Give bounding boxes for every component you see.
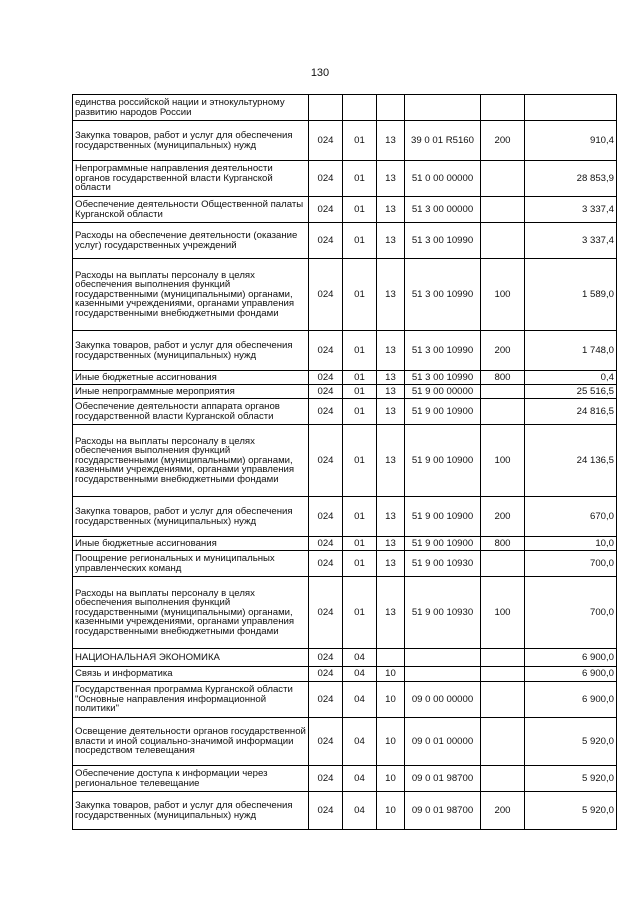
- ved-cell: 024: [309, 649, 343, 667]
- row-name-cell: Поощрение региональных и муниципальных управленческих команд: [73, 551, 309, 577]
- row-name-cell: Закупка товаров, работ и услуг для обеспечения государственных (муниципальных) нужд: [73, 497, 309, 537]
- rz-cell: 01: [343, 385, 377, 399]
- row-name-cell: Закупка товаров, работ и услуг для обеспечения государственных (муниципальных) нужд: [73, 331, 309, 371]
- ved-cell: 024: [309, 718, 343, 766]
- sum-cell: 5 920,0: [525, 766, 617, 792]
- ved-cell: 024: [309, 121, 343, 161]
- csr-cell: 51 3 00 10990: [405, 331, 481, 371]
- table-row: [73, 425, 617, 497]
- csr-cell: 51 3 00 10990: [405, 223, 481, 259]
- vr-cell: [481, 399, 525, 425]
- row-name-cell: Закупка товаров, работ и услуг для обеспечения государственных (муниципальных) нужд: [73, 792, 309, 830]
- row-name-cell: Иные бюджетные ассигнования: [73, 371, 309, 385]
- vr-cell: [481, 197, 525, 223]
- pr-cell: 13: [377, 551, 405, 577]
- row-name-cell: Закупка товаров, работ и услуг для обеспечения государственных (муниципальных) нужд: [73, 121, 309, 161]
- ved-cell: 024: [309, 385, 343, 399]
- rz-cell: 01: [343, 121, 377, 161]
- table-row: [73, 259, 617, 331]
- vr-cell: 800: [481, 371, 525, 385]
- csr-cell: 51 9 00 10930: [405, 577, 481, 649]
- table-row: [73, 551, 617, 577]
- ved-cell: 024: [309, 161, 343, 197]
- row-name-cell: Освещение деятельности органов государственной власти и иной социально-значимой информации посредством телевещания: [73, 718, 309, 766]
- pr-cell: 13: [377, 331, 405, 371]
- pr-cell: 13: [377, 121, 405, 161]
- sum-cell: 25 516,5: [525, 385, 617, 399]
- sum-cell: 6 900,0: [525, 667, 617, 682]
- row-name-cell: Связь и информатика: [73, 667, 309, 682]
- vr-cell: [481, 95, 525, 121]
- sum-cell: 1 589,0: [525, 259, 617, 331]
- ved-cell: 024: [309, 551, 343, 577]
- table-row: [73, 792, 617, 830]
- table-row: [73, 649, 617, 667]
- sum-cell: 6 900,0: [525, 649, 617, 667]
- table-row: [73, 497, 617, 537]
- ved-cell: [309, 95, 343, 121]
- vr-cell: 100: [481, 425, 525, 497]
- sum-cell: 700,0: [525, 551, 617, 577]
- row-name-cell: Расходы на обеспечение деятельности (оказание услуг) государственных учреждений: [73, 223, 309, 259]
- pr-cell: [377, 649, 405, 667]
- vr-cell: [481, 718, 525, 766]
- sum-cell: 670,0: [525, 497, 617, 537]
- vr-cell: [481, 682, 525, 718]
- rz-cell: 04: [343, 792, 377, 830]
- csr-cell: 51 9 00 10900: [405, 537, 481, 551]
- pr-cell: 13: [377, 399, 405, 425]
- table-row: [73, 682, 617, 718]
- pr-cell: 10: [377, 766, 405, 792]
- ved-cell: 024: [309, 259, 343, 331]
- row-name-cell: Обеспечение доступа к информации через региональное телевещание: [73, 766, 309, 792]
- sum-cell: 10,0: [525, 537, 617, 551]
- vr-cell: 100: [481, 259, 525, 331]
- vr-cell: [481, 649, 525, 667]
- table-row: [73, 718, 617, 766]
- table-row: [73, 223, 617, 259]
- vr-cell: 800: [481, 537, 525, 551]
- ved-cell: 024: [309, 425, 343, 497]
- row-name-cell: Непрограммные направления деятельности органов государственной власти Курганской области: [73, 161, 309, 197]
- sum-cell: 24 816,5: [525, 399, 617, 425]
- row-name-cell: Обеспечение деятельности аппарата органов государственной власти Курганской области: [73, 399, 309, 425]
- sum-cell: 0,4: [525, 371, 617, 385]
- pr-cell: 10: [377, 682, 405, 718]
- ved-cell: 024: [309, 766, 343, 792]
- vr-cell: 200: [481, 331, 525, 371]
- csr-cell: 51 3 00 00000: [405, 197, 481, 223]
- ved-cell: 024: [309, 497, 343, 537]
- rz-cell: 01: [343, 551, 377, 577]
- pr-cell: 10: [377, 667, 405, 682]
- vr-cell: 100: [481, 577, 525, 649]
- row-name-cell: Расходы на выплаты персоналу в целях обеспечения выполнения функций государственными (муниципальными) органами, казенными учреждениями, органами управления государственными внебюджетными фондами: [73, 577, 309, 649]
- rz-cell: 01: [343, 371, 377, 385]
- csr-cell: 51 9 00 10930: [405, 551, 481, 577]
- vr-cell: [481, 161, 525, 197]
- sum-cell: 3 337,4: [525, 223, 617, 259]
- rz-cell: 01: [343, 577, 377, 649]
- row-name-cell: единства российской нации и этнокультурному развитию народов России: [73, 95, 309, 121]
- pr-cell: 13: [377, 161, 405, 197]
- pr-cell: 13: [377, 497, 405, 537]
- ved-cell: 024: [309, 537, 343, 551]
- pr-cell: 10: [377, 718, 405, 766]
- sum-cell: 5 920,0: [525, 792, 617, 830]
- sum-cell: 1 748,0: [525, 331, 617, 371]
- vr-cell: [481, 667, 525, 682]
- csr-cell: 39 0 01 R5160: [405, 121, 481, 161]
- vr-cell: 200: [481, 497, 525, 537]
- vr-cell: [481, 551, 525, 577]
- ved-cell: 024: [309, 577, 343, 649]
- rz-cell: 01: [343, 197, 377, 223]
- rz-cell: 01: [343, 497, 377, 537]
- table-row: [73, 331, 617, 371]
- sum-cell: 3 337,4: [525, 197, 617, 223]
- ved-cell: 024: [309, 399, 343, 425]
- budget-table: [72, 94, 617, 830]
- rz-cell: 04: [343, 649, 377, 667]
- pr-cell: [377, 95, 405, 121]
- page-number: 130: [310, 67, 330, 79]
- table-row: [73, 121, 617, 161]
- ved-cell: 024: [309, 371, 343, 385]
- row-name-cell: Расходы на выплаты персоналу в целях обеспечения выполнения функций государственными (муниципальными) органами, казенными учреждениями, органами управления государственными внебюджетными фондами: [73, 425, 309, 497]
- pr-cell: 13: [377, 223, 405, 259]
- table-row: [73, 537, 617, 551]
- rz-cell: 04: [343, 766, 377, 792]
- pr-cell: 13: [377, 385, 405, 399]
- table-row: [73, 399, 617, 425]
- sum-cell: 6 900,0: [525, 682, 617, 718]
- table-row: [73, 766, 617, 792]
- table-row: [73, 667, 617, 682]
- row-name-cell: Обеспечение деятельности Общественной палаты Курганской области: [73, 197, 309, 223]
- rz-cell: 01: [343, 399, 377, 425]
- table-row: [73, 161, 617, 197]
- ved-cell: 024: [309, 792, 343, 830]
- csr-cell: [405, 667, 481, 682]
- pr-cell: 10: [377, 792, 405, 830]
- ved-cell: 024: [309, 682, 343, 718]
- row-name-cell: Иные бюджетные ассигнования: [73, 537, 309, 551]
- row-name-cell: Государственная программа Курганской области "Основные направления информационной политики": [73, 682, 309, 718]
- csr-cell: [405, 649, 481, 667]
- rz-cell: 01: [343, 331, 377, 371]
- table-row: [73, 385, 617, 399]
- csr-cell: 51 9 00 10900: [405, 399, 481, 425]
- rz-cell: 01: [343, 259, 377, 331]
- ved-cell: 024: [309, 667, 343, 682]
- ved-cell: 024: [309, 197, 343, 223]
- sum-cell: [525, 95, 617, 121]
- sum-cell: 5 920,0: [525, 718, 617, 766]
- csr-cell: 51 0 00 00000: [405, 161, 481, 197]
- pr-cell: 13: [377, 259, 405, 331]
- vr-cell: 200: [481, 121, 525, 161]
- csr-cell: 51 9 00 10900: [405, 497, 481, 537]
- pr-cell: 13: [377, 537, 405, 551]
- vr-cell: [481, 766, 525, 792]
- table-row: [73, 371, 617, 385]
- pr-cell: 13: [377, 425, 405, 497]
- csr-cell: 51 9 00 00000: [405, 385, 481, 399]
- ved-cell: 024: [309, 331, 343, 371]
- pr-cell: 13: [377, 577, 405, 649]
- rz-cell: 04: [343, 682, 377, 718]
- rz-cell: 01: [343, 161, 377, 197]
- sum-cell: 700,0: [525, 577, 617, 649]
- csr-cell: 51 3 00 10990: [405, 371, 481, 385]
- rz-cell: 01: [343, 425, 377, 497]
- csr-cell: 51 3 00 10990: [405, 259, 481, 331]
- csr-cell: 09 0 01 98700: [405, 766, 481, 792]
- csr-cell: 09 0 01 98700: [405, 792, 481, 830]
- table-row: [73, 95, 617, 121]
- table-row: [73, 577, 617, 649]
- pr-cell: 13: [377, 197, 405, 223]
- pr-cell: 13: [377, 371, 405, 385]
- row-name-cell: Иные непрограммные мероприятия: [73, 385, 309, 399]
- rz-cell: [343, 95, 377, 121]
- rz-cell: 01: [343, 223, 377, 259]
- row-name-cell: НАЦИОНАЛЬНАЯ ЭКОНОМИКА: [73, 649, 309, 667]
- csr-cell: 09 0 01 00000: [405, 718, 481, 766]
- rz-cell: 04: [343, 667, 377, 682]
- rz-cell: 01: [343, 537, 377, 551]
- rz-cell: 04: [343, 718, 377, 766]
- ved-cell: 024: [309, 223, 343, 259]
- row-name-cell: Расходы на выплаты персоналу в целях обеспечения выполнения функций государственными (муниципальными) органами, казенными учреждениями, органами управления государственными внебюджетными фондами: [73, 259, 309, 331]
- sum-cell: 910,4: [525, 121, 617, 161]
- csr-cell: [405, 95, 481, 121]
- table-row: [73, 197, 617, 223]
- sum-cell: 24 136,5: [525, 425, 617, 497]
- vr-cell: 200: [481, 792, 525, 830]
- vr-cell: [481, 385, 525, 399]
- sum-cell: 28 853,9: [525, 161, 617, 197]
- csr-cell: 51 9 00 10900: [405, 425, 481, 497]
- vr-cell: [481, 223, 525, 259]
- csr-cell: 09 0 00 00000: [405, 682, 481, 718]
